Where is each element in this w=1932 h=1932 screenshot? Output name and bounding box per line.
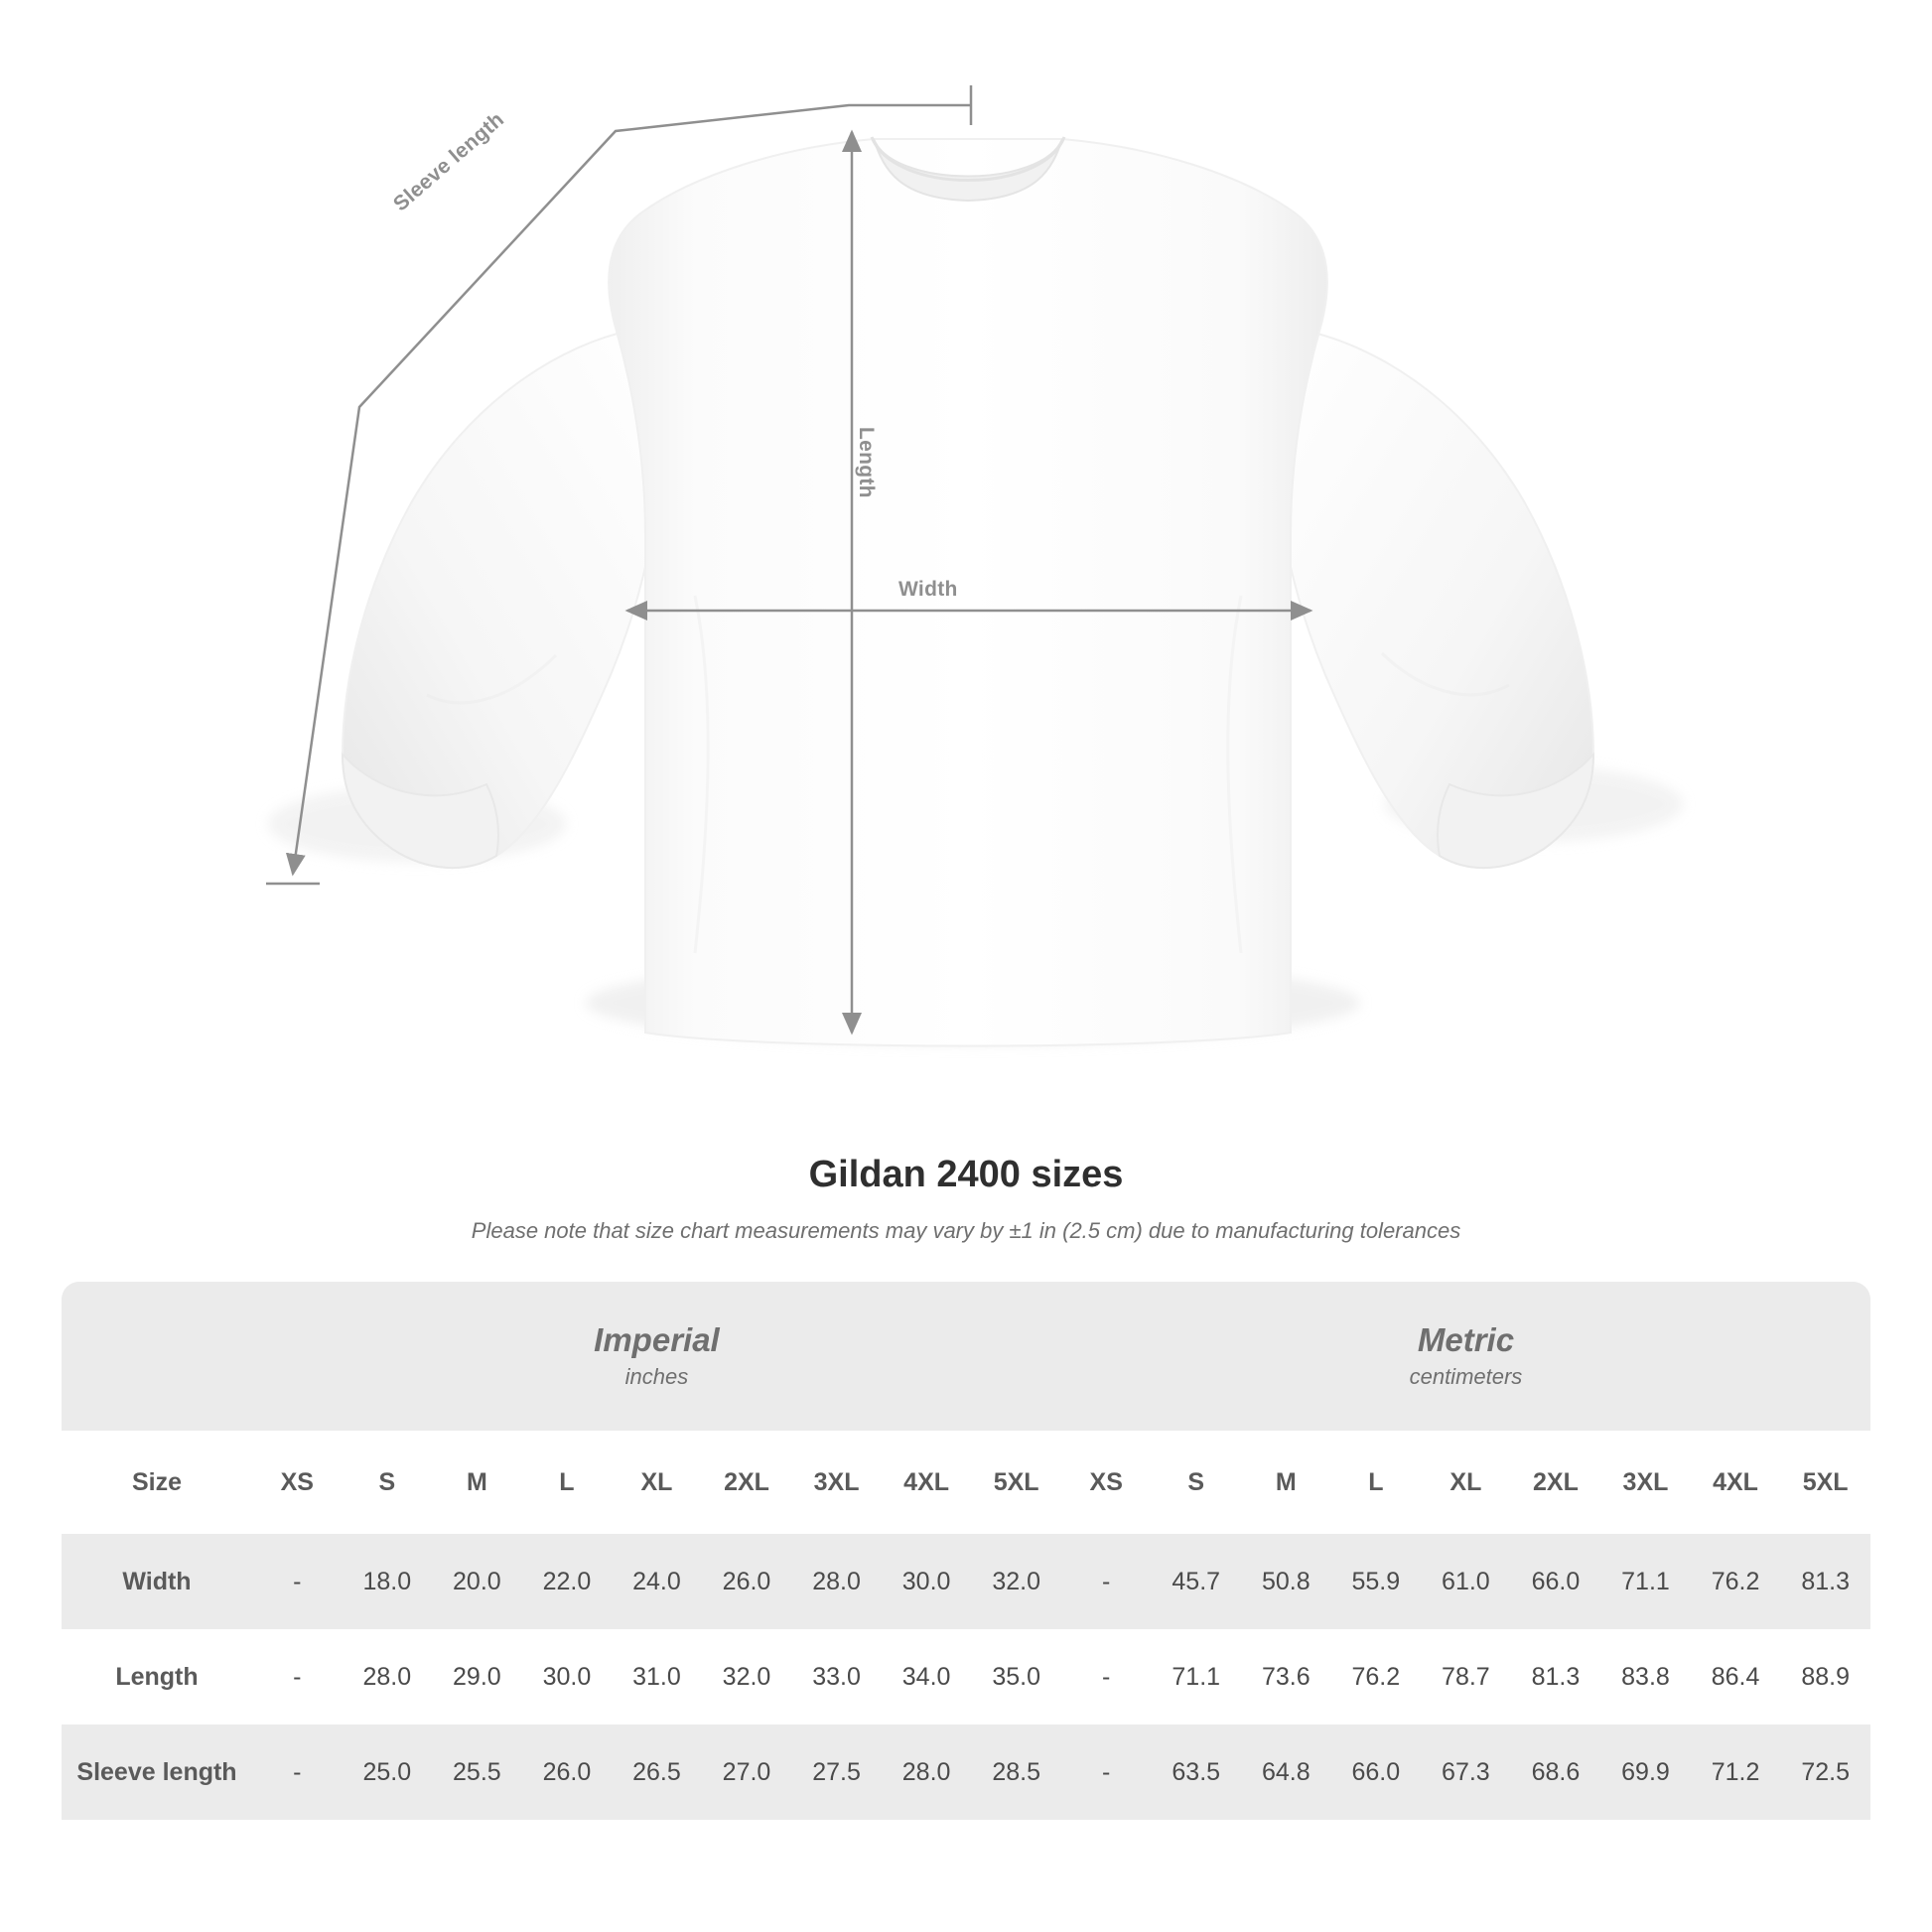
cell-sleeve-metric-xs: -	[1061, 1725, 1152, 1820]
cell-sleeve-imperial-m: 25.5	[432, 1725, 522, 1820]
cell-length-metric-3xl: 83.8	[1600, 1629, 1691, 1725]
cell-length-metric-2xl: 81.3	[1511, 1629, 1601, 1725]
header-size: Size	[62, 1431, 252, 1534]
header-metric-m: M	[1241, 1431, 1331, 1534]
header-imperial-xs: XS	[252, 1431, 343, 1534]
header-metric-l: L	[1331, 1431, 1422, 1534]
row-label-sleeve-length: Sleeve length	[62, 1725, 252, 1820]
cell-sleeve-imperial-xs: -	[252, 1725, 343, 1820]
title-block	[0, 1154, 1932, 1244]
cell-width-imperial-m: 20.0	[432, 1534, 522, 1629]
cell-length-metric-m: 73.6	[1241, 1629, 1331, 1725]
header-imperial-m: M	[432, 1431, 522, 1534]
cell-sleeve-metric-2xl: 68.6	[1511, 1725, 1601, 1820]
cell-width-metric-3xl: 71.1	[1600, 1534, 1691, 1629]
shirt-body	[609, 139, 1327, 1046]
cell-sleeve-imperial-s: 25.0	[343, 1725, 433, 1820]
size-header-row	[62, 1431, 1870, 1534]
cell-width-imperial-2xl: 26.0	[702, 1534, 792, 1629]
tolerance-note: Please note that size chart measurements may vary by ±1 in (2.5 cm) due to manufacturing tolerances	[471, 1218, 1461, 1243]
cell-length-imperial-xs: -	[252, 1629, 343, 1725]
size-chart-table-wrap	[62, 1282, 1870, 1820]
cell-length-imperial-4xl: 34.0	[882, 1629, 972, 1725]
unit-sub-imperial: inches	[624, 1364, 689, 1390]
cell-length-imperial-2xl: 32.0	[702, 1629, 792, 1725]
cell-width-imperial-xs: -	[252, 1534, 343, 1629]
cell-width-metric-m: 50.8	[1241, 1534, 1331, 1629]
header-metric-2xl: 2XL	[1511, 1431, 1601, 1534]
table-row	[62, 1725, 1870, 1820]
cell-length-metric-l: 76.2	[1331, 1629, 1422, 1725]
cell-sleeve-imperial-5xl: 28.5	[971, 1725, 1061, 1820]
cell-width-metric-l: 55.9	[1331, 1534, 1422, 1629]
cell-sleeve-metric-l: 66.0	[1331, 1725, 1422, 1820]
cell-width-metric-s: 45.7	[1151, 1534, 1241, 1629]
header-metric-s: S	[1151, 1431, 1241, 1534]
cell-width-imperial-l: 22.0	[522, 1534, 613, 1629]
cell-length-imperial-s: 28.0	[343, 1629, 433, 1725]
width-dimension-label: Width	[898, 578, 958, 601]
cell-width-metric-2xl: 66.0	[1511, 1534, 1601, 1629]
cell-sleeve-imperial-3xl: 27.5	[791, 1725, 882, 1820]
sleeve-dimension-label: Sleeve length	[389, 107, 509, 216]
cell-width-metric-4xl: 76.2	[1691, 1534, 1781, 1629]
cell-length-metric-4xl: 86.4	[1691, 1629, 1781, 1725]
cell-length-imperial-m: 29.0	[432, 1629, 522, 1725]
cell-sleeve-metric-5xl: 72.5	[1780, 1725, 1870, 1820]
cell-width-imperial-3xl: 28.0	[791, 1534, 882, 1629]
header-metric-5xl: 5XL	[1780, 1431, 1870, 1534]
cell-sleeve-imperial-xl: 26.5	[612, 1725, 702, 1820]
header-imperial-2xl: 2XL	[702, 1431, 792, 1534]
unit-header-row	[62, 1282, 1870, 1431]
cell-length-imperial-xl: 31.0	[612, 1629, 702, 1725]
cell-width-metric-xl: 61.0	[1421, 1534, 1511, 1629]
unit-sub-metric: centimeters	[1409, 1364, 1523, 1390]
header-metric-3xl: 3XL	[1600, 1431, 1691, 1534]
unit-header-imperial	[252, 1282, 1061, 1431]
table-row	[62, 1629, 1870, 1725]
cell-width-metric-5xl: 81.3	[1780, 1534, 1870, 1629]
header-imperial-xl: XL	[612, 1431, 702, 1534]
table-row	[62, 1534, 1870, 1629]
cell-width-imperial-s: 18.0	[343, 1534, 433, 1629]
cell-width-imperial-5xl: 32.0	[971, 1534, 1061, 1629]
row-label-width: Width	[62, 1534, 252, 1629]
cell-length-metric-5xl: 88.9	[1780, 1629, 1870, 1725]
cell-sleeve-imperial-4xl: 28.0	[882, 1725, 972, 1820]
cell-sleeve-imperial-2xl: 27.0	[702, 1725, 792, 1820]
unit-header-spacer	[62, 1282, 252, 1431]
row-label-length: Length	[62, 1629, 252, 1725]
header-metric-4xl: 4XL	[1691, 1431, 1781, 1534]
header-imperial-s: S	[343, 1431, 433, 1534]
cell-length-metric-s: 71.1	[1151, 1629, 1241, 1725]
unit-header-metric	[1061, 1282, 1870, 1431]
cell-length-metric-xs: -	[1061, 1629, 1152, 1725]
length-dimension-label: Length	[855, 427, 878, 498]
header-imperial-l: L	[522, 1431, 613, 1534]
cell-width-metric-xs: -	[1061, 1534, 1152, 1629]
cell-length-imperial-l: 30.0	[522, 1629, 613, 1725]
header-imperial-5xl: 5XL	[971, 1431, 1061, 1534]
unit-name-imperial: Imperial	[594, 1320, 720, 1358]
cell-length-imperial-3xl: 33.0	[791, 1629, 882, 1725]
cell-sleeve-metric-m: 64.8	[1241, 1725, 1331, 1820]
cell-length-imperial-5xl: 35.0	[971, 1629, 1061, 1725]
cell-sleeve-metric-s: 63.5	[1151, 1725, 1241, 1820]
size-chart-table	[62, 1282, 1870, 1820]
cell-width-imperial-xl: 24.0	[612, 1534, 702, 1629]
unit-name-metric: Metric	[1417, 1320, 1515, 1358]
cell-sleeve-metric-4xl: 71.2	[1691, 1725, 1781, 1820]
cell-sleeve-imperial-l: 26.0	[522, 1725, 613, 1820]
header-metric-xs: XS	[1061, 1431, 1152, 1534]
page-title: Gildan 2400 sizes	[808, 1154, 1124, 1195]
cell-sleeve-metric-3xl: 69.9	[1600, 1725, 1691, 1820]
cell-length-metric-xl: 78.7	[1421, 1629, 1511, 1725]
cell-width-imperial-4xl: 30.0	[882, 1534, 972, 1629]
header-imperial-3xl: 3XL	[791, 1431, 882, 1534]
cell-sleeve-metric-xl: 67.3	[1421, 1725, 1511, 1820]
header-metric-xl: XL	[1421, 1431, 1511, 1534]
header-imperial-4xl: 4XL	[882, 1431, 972, 1534]
